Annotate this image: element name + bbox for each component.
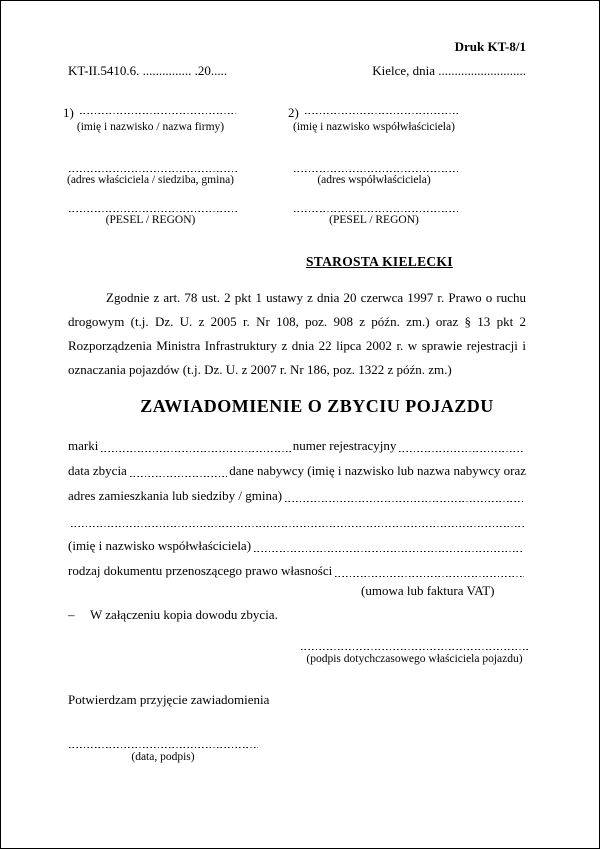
form-code: Druk KT-8/1 [454, 39, 526, 54]
sale-date-blank [127, 458, 229, 483]
confirmation-statement: Potwierdzam przyjęcie zawiadomienia [68, 692, 270, 707]
attachment-line [68, 607, 526, 623]
coowner-name-caption: (imię i nazwisko współwłaściciela) [293, 121, 455, 133]
buyer-label: dane nabywcy (imię i nazwisko lub nazwa nabywcy oraz [229, 463, 526, 478]
coowner-address-blank [294, 159, 460, 173]
owner-index: 1) [63, 105, 74, 120]
buyer-address-blank-continued [68, 508, 526, 533]
spacer [288, 134, 460, 159]
owner-name-blank [77, 105, 238, 120]
registration-blank [396, 433, 526, 458]
document-title: ZAWIADOMIENIE O ZBYCIU POJAZDU [140, 396, 494, 416]
buyer-address-continued-row [68, 508, 526, 533]
form-coowner-blank [251, 533, 526, 558]
case-reference-number: KT-II.5410.6. ............... .20..... [68, 63, 228, 78]
reference-row [68, 63, 526, 79]
parties-section [63, 105, 526, 227]
coowner-column [288, 105, 460, 227]
spacer [288, 187, 460, 199]
dash-bullet: – [68, 607, 75, 622]
brand-registration-row [68, 433, 526, 458]
form-coowner-label: (imię i nazwisko współwłaściciela) [68, 538, 252, 553]
brand-label: marki [68, 438, 99, 453]
coowner-index: 2) [288, 105, 299, 120]
coowner-name-blank [302, 105, 460, 120]
spacer [63, 134, 238, 159]
legal-basis-paragraph: Zgodnie z art. 78 ust. 2 pkt 1 ustawy z dnia 20 czerwca 1997 r. Prawo o ruchu drogowym (t.j. Dz. U. z 2005 r. Nr 108, poz. 908 z późn. zm.) oraz § 13 pkt 2 Rozporządzenia Ministra Infrastruktury z dnia 22 lipca 2002 r. w sprawie rejestracji i oznaczania pojazdów (t.j. Dz. U. z 2007 r. Nr 186, poz. 1322 z późn. zm.) [68, 290, 526, 377]
confirmation-signature-block [68, 741, 258, 764]
owner-signature-block [301, 643, 528, 666]
coowner-pesel-caption: (PESEL / REGON) [329, 214, 419, 226]
form-coowner-row [68, 533, 526, 558]
owner-address-blank [69, 159, 238, 173]
confirmation-signature-blank [69, 741, 258, 749]
ownership-doc-label: rodzaj dokumentu przenoszącego prawo własności [68, 563, 333, 578]
owner-pesel-caption: (PESEL / REGON) [105, 214, 196, 226]
brand-blank [98, 433, 292, 458]
owner-column [63, 105, 238, 227]
owner-name-caption: (imię i nazwisko / nazwa firmy) [76, 121, 225, 133]
buyer-address-blank [282, 483, 526, 508]
registration-label: numer rejestracyjny [292, 438, 397, 453]
attachment-text: W załączeniu kopia dowodu zbycia. [90, 607, 278, 622]
coowner-name-row [288, 105, 460, 120]
coowner-address-caption: (adres współwłaściciela) [317, 174, 431, 186]
ownership-doc-blank [332, 558, 526, 583]
owner-signature-blank [301, 643, 528, 651]
sale-date-label: data zbycia [68, 463, 127, 478]
sale-date-buyer-row [68, 458, 526, 483]
confirmation-signature-caption: (data, podpis) [131, 751, 195, 763]
spacer [63, 187, 238, 199]
place-and-date-field: Kielce, dnia ........................... [372, 63, 526, 78]
buyer-address-label: adres zamieszkania lub siedziby / gmina) [68, 488, 283, 503]
vehicle-form-section [68, 433, 526, 599]
confirmation-section [68, 692, 526, 764]
owner-name-row [63, 105, 238, 120]
coowner-pesel-blank [294, 199, 460, 213]
owner-address-caption: (adres właściciela / siedziba, gmina) [67, 174, 234, 186]
addressee-heading: STAROSTA KIELECKI [306, 254, 453, 269]
owner-pesel-blank [69, 199, 238, 213]
form-page [1, 1, 599, 764]
owner-signature-caption: (podpis dotychczasowego właściciela pojazdu) [306, 653, 523, 665]
ownership-doc-row [68, 558, 526, 583]
buyer-address-row [68, 483, 526, 508]
ownership-doc-hint: (umowa lub faktura VAT) [361, 583, 495, 598]
